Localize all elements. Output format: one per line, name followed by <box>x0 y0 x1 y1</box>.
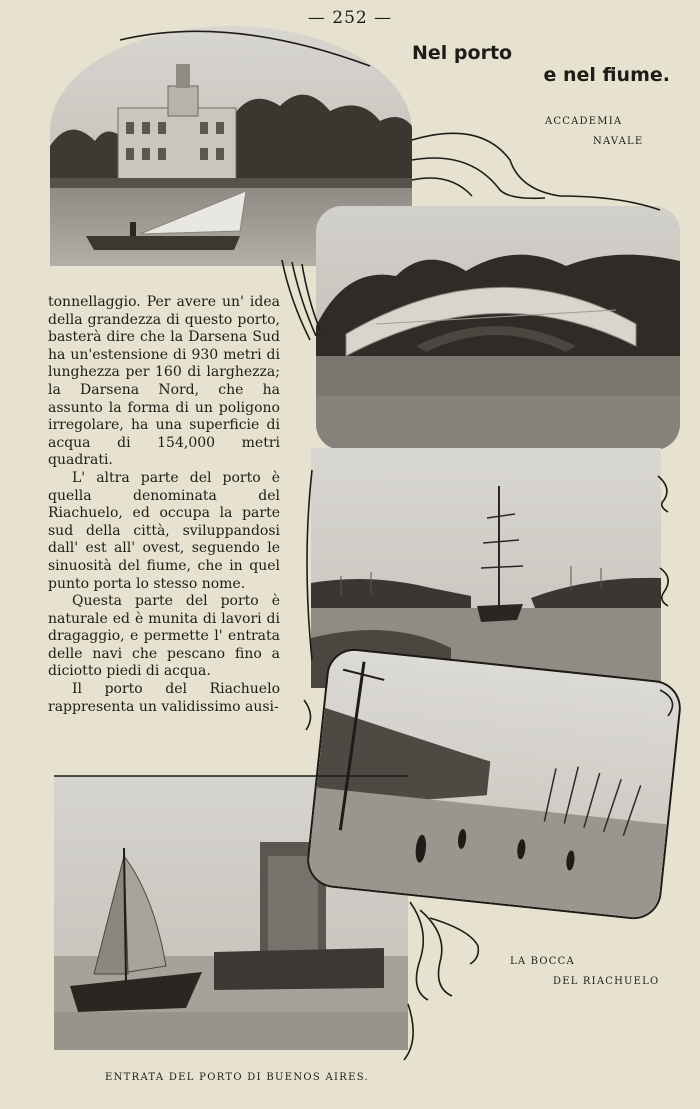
caption-bocca-line-2: DEL RIACHUELO <box>553 976 660 987</box>
bridge-photo <box>316 206 680 450</box>
caption-bocca-line-1: LA BOCCA <box>510 956 575 967</box>
page-title <box>410 42 670 86</box>
caption-entrata-porto: ENTRATA DEL PORTO DI BUENOS AIRES. <box>105 1072 369 1083</box>
article-body <box>48 294 280 716</box>
title-line-1: Nel porto <box>412 42 513 64</box>
title-line-2: e nel fiume. <box>543 64 670 86</box>
page-number: — 252 — <box>307 8 393 28</box>
paragraph-2: L' altra parte del porto è quella denominata del Riachuelo, ed occupa la parte sud della città, sviluppandosi dall' est all' ovest, seguendo le sinuosità del fiume, che in quel punto porta lo stesso nome. <box>48 469 280 592</box>
caption-accademia-line-1: ACCADEMIA <box>545 116 623 127</box>
paragraph-1: tonnellaggio. Per avere un' idea della grandezza di questo porto, basterà dire che la Darsena Sud ha un'estensione di 930 metri di lunghezza per 160 di larghezza; la Darsena Nord, che ha assunto la forma di un poligono irregolare, ha una superficie di acqua di 154,000 metri quadrati. <box>48 294 280 469</box>
paragraph-3: Questa parte del porto è naturale ed è munita di lavori di dragaggio, e permette l' entrata delle navi che pescano fino a diciotto piedi di acqua. <box>48 593 280 680</box>
caption-accademia-navale <box>545 112 643 152</box>
caption-bocca-riachuelo <box>510 952 659 992</box>
paragraph-4: Il porto del Riachuelo rappresenta un validissimo ausi- <box>48 681 280 715</box>
caption-accademia-line-2: NAVALE <box>593 136 644 147</box>
bocca-riachuelo-photo <box>307 648 682 920</box>
